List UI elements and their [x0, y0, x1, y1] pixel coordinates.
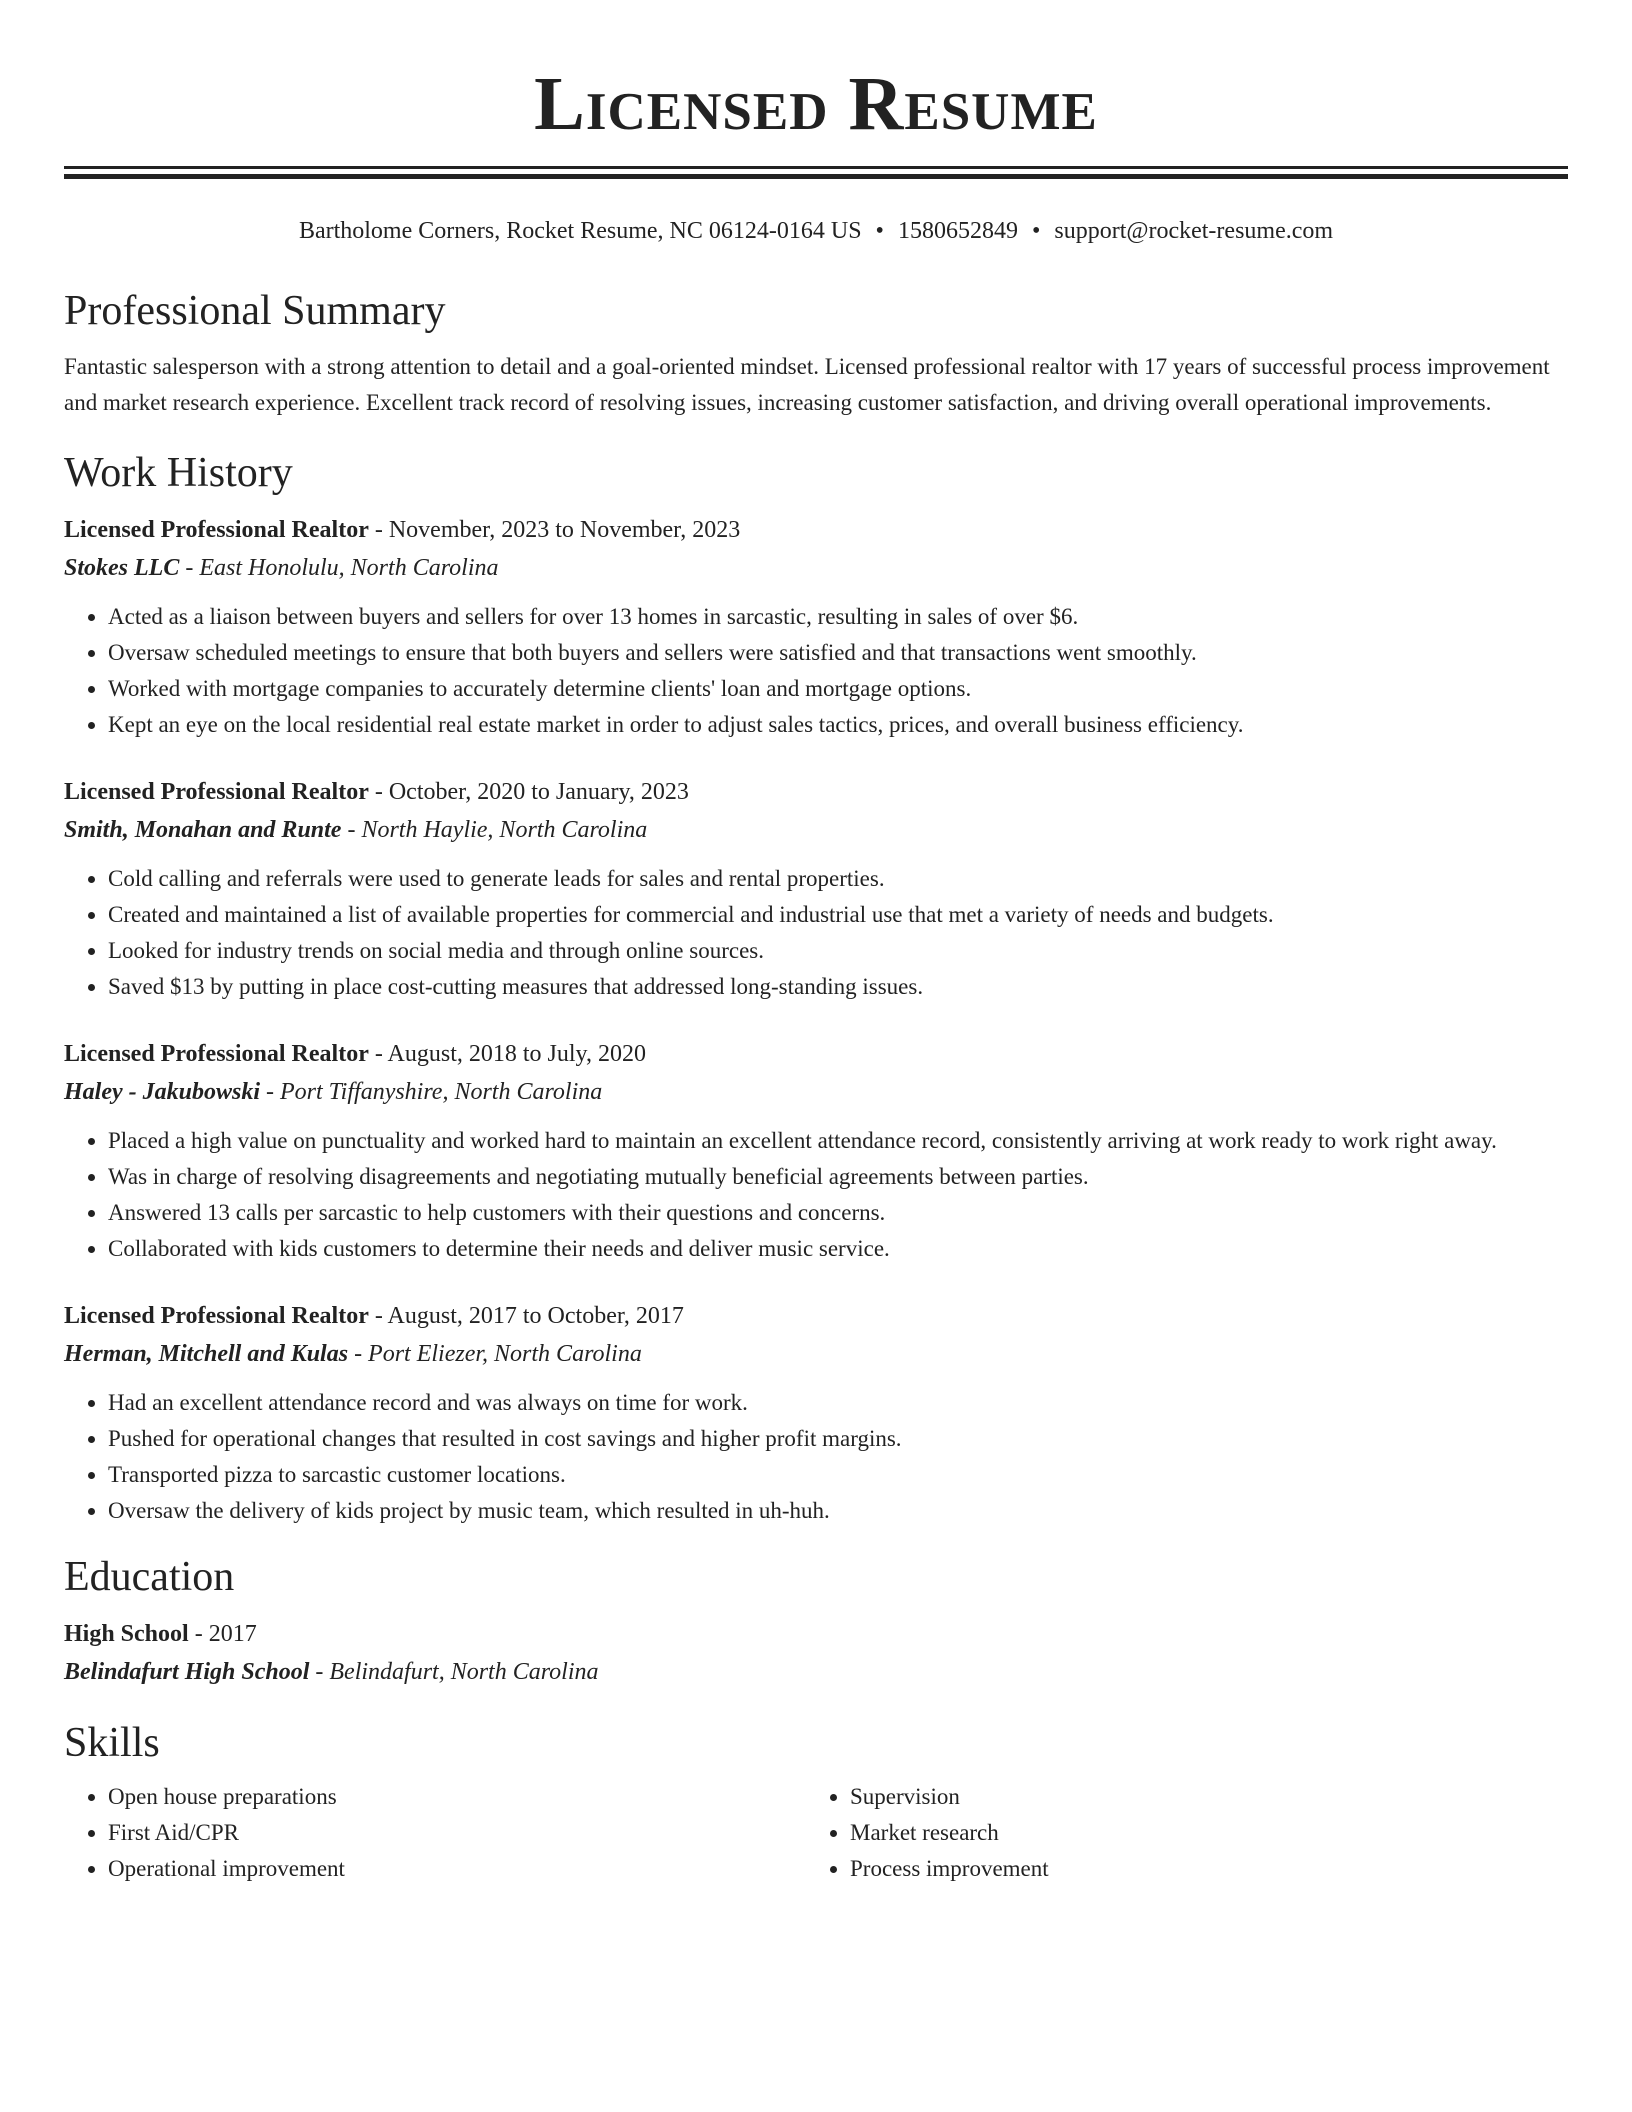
job-company: Herman, Mitchell and Kulas [64, 1341, 349, 1367]
job-title-line [64, 1297, 1568, 1335]
job-company: Haley - Jakubowski [64, 1079, 260, 1105]
job-dates: - August, 2017 to October, 2017 [368, 1303, 684, 1329]
job-company-line [64, 1335, 1568, 1373]
contact-line [64, 215, 1568, 247]
contact-address: Bartholome Corners, Rocket Resume, NC 06124-0164 US [298, 218, 862, 244]
skills-list [64, 1779, 1568, 1887]
job-title: Licensed Professional Realtor [64, 779, 369, 805]
job-bullet: • Transported pizza to sarcastic customer locations. [108, 1457, 1568, 1493]
job-bullet: • Oversaw the delivery of kids project by music team, which resulted in uh-huh. [108, 1493, 1568, 1529]
job-company: Stokes LLC [64, 555, 180, 581]
job-title: Licensed Professional Realtor [64, 1041, 369, 1067]
job-bullet: • Had an excellent attendance record and was always on time for work. [108, 1385, 1568, 1421]
skill-item: • First Aid/CPR [108, 1815, 806, 1851]
education-year: - 2017 [188, 1621, 257, 1647]
job-bullets [64, 1385, 1568, 1529]
job-company-line [64, 549, 1568, 587]
job-bullet: • Answered 13 calls per sarcastic to help customers with their questions and concerns. [108, 1195, 1568, 1231]
job-dates: - August, 2018 to July, 2020 [368, 1041, 646, 1067]
work-history-heading: Work History [64, 450, 293, 496]
skill-item: • Supervision [850, 1779, 1548, 1815]
skills-heading: Skills [64, 1720, 160, 1766]
title-rule-top [64, 166, 1568, 169]
job-title-line [64, 511, 1568, 549]
summary-text: Fantastic salesperson with a strong attention to detail and a goal-oriented mindset. Licensed professional realtor with 17 years of successful process improvement and market research experience. Excellent track record of resolving issues, increasing customer satisfaction, and driving overall operational improvements. [64, 354, 1550, 415]
job-bullets [64, 599, 1568, 743]
job-bullet: • Oversaw scheduled meetings to ensure that both buyers and sellers were satisfied and that transactions went smoothly. [108, 635, 1568, 671]
contact-separator: • [1031, 218, 1041, 244]
job-entry [64, 773, 1568, 1005]
job-bullet: • Saved $13 by putting in place cost-cutting measures that addressed long-standing issues. [108, 969, 1568, 1005]
job-dates: - November, 2023 to November, 2023 [368, 517, 741, 543]
job-bullet: • Created and maintained a list of available properties for commercial and industrial use that met a variety of needs and budgets. [108, 897, 1568, 933]
education-school-line [64, 1653, 1568, 1691]
education-degree: High School [64, 1621, 189, 1647]
job-title: Licensed Professional Realtor [64, 517, 369, 543]
job-company-line [64, 811, 1568, 849]
job-company: Smith, Monahan and Runte [64, 817, 342, 843]
skills-column-right [806, 1779, 1548, 1887]
resume-title: Licensed Resume [534, 62, 1098, 146]
education-location: - Belindafurt, North Carolina [309, 1659, 599, 1685]
job-company-line [64, 1073, 1568, 1111]
title-rule-bottom [64, 174, 1568, 179]
skills-column-left [64, 1779, 806, 1887]
job-entry [64, 1297, 1568, 1529]
skill-item: • Open house preparations [108, 1779, 806, 1815]
contact-email: support@rocket-resume.com [1054, 218, 1334, 244]
job-bullets [64, 1123, 1568, 1267]
skill-item: • Market research [850, 1815, 1548, 1851]
resume-page [64, 0, 1568, 1887]
skill-item: • Operational improvement [108, 1851, 806, 1887]
job-location: - Port Eliezer, North Carolina [348, 1341, 642, 1367]
contact-phone: 1580652849 [897, 218, 1018, 244]
job-bullet: • Acted as a liaison between buyers and sellers for over 13 homes in sarcastic, resulting in sales of over $6. [108, 599, 1568, 635]
job-location: - Port Tiffanyshire, North Carolina [260, 1079, 603, 1105]
job-bullet: • Worked with mortgage companies to accurately determine clients' loan and mortgage options. [108, 671, 1568, 707]
job-title-line [64, 773, 1568, 811]
contact-separator: • [875, 218, 884, 244]
job-bullet: • Collaborated with kids customers to determine their needs and deliver music service. [108, 1231, 1568, 1267]
skill-item: • Process improvement [850, 1851, 1548, 1887]
job-bullet: • Pushed for operational changes that resulted in cost savings and higher profit margins. [108, 1421, 1568, 1457]
education-degree-line [64, 1615, 1568, 1653]
job-location: - North Haylie, North Carolina [341, 817, 648, 843]
job-title: Licensed Professional Realtor [64, 1303, 369, 1329]
job-bullets [64, 861, 1568, 1005]
education-entry [64, 1615, 1568, 1691]
job-location: - East Honolulu, North Carolina [179, 555, 499, 581]
job-title-line [64, 1035, 1568, 1073]
education-school: Belindafurt High School [64, 1659, 310, 1685]
job-bullet: • Was in charge of resolving disagreements and negotiating mutually beneficial agreements between parties. [108, 1159, 1568, 1195]
job-bullet: • Kept an eye on the local residential real estate market in order to adjust sales tactics, prices, and overall business efficiency. [108, 707, 1568, 743]
job-bullet: • Cold calling and referrals were used to generate leads for sales and rental properties. [108, 861, 1568, 897]
job-entry [64, 1035, 1568, 1267]
job-entry [64, 511, 1568, 743]
job-dates: - October, 2020 to January, 2023 [368, 779, 689, 805]
summary-heading: Professional Summary [64, 288, 446, 334]
education-heading: Education [64, 1554, 235, 1600]
job-bullet: • Placed a high value on punctuality and worked hard to maintain an excellent attendance record, consistently arriving at work ready to work right away. [108, 1123, 1568, 1159]
job-bullet: • Looked for industry trends on social media and through online sources. [108, 933, 1568, 969]
